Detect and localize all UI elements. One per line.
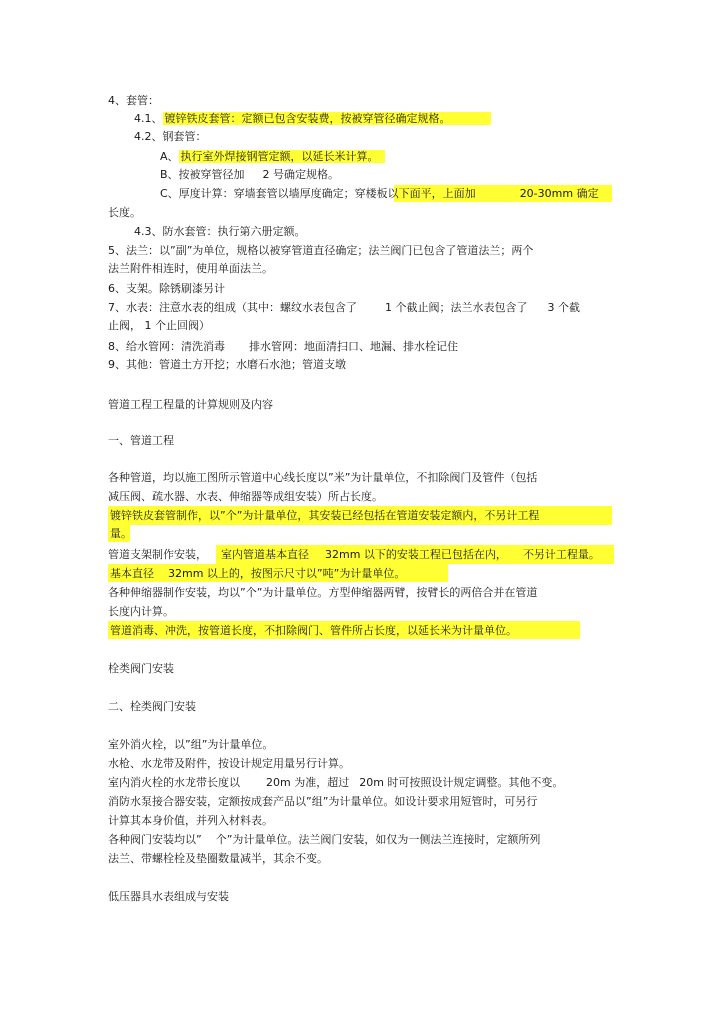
sleeve-a [160, 148, 385, 165]
section-2-l2: 水枪、水龙带及附件，按设计规定用量另行计算。 [108, 757, 350, 770]
sleeve-a-highlight: 执行室外焊接钢管定额，以延长米计算。 [179, 150, 385, 163]
network-water-supply: 8、给水管网：清洗消毒 [108, 340, 225, 353]
section-2-l5b: 个”为计量单位。法兰阀门安装，如仅为一侧法兰连接时，定额所列 [215, 833, 541, 846]
section-2-l4b: 计算其本身价值，并列入材料表。 [108, 814, 273, 827]
sleeve-heading: 4、套管： [108, 94, 159, 107]
section-1-p4b: 长度内计算。 [108, 605, 174, 618]
section-1-p1b: 减压阀、疏水器、水表、伸缩器等成组安装）所占长度。 [108, 490, 383, 503]
rules-title: 管道工程工程量的计算规则及内容 [108, 398, 273, 411]
flange-line-2: 法兰附件相连时，使用单面法兰。 [108, 262, 273, 275]
section-1-p3f: 32mm 以上的，按图示尺寸以”吨”为计量单位。 [168, 567, 406, 580]
sleeve-c-cont: 长度。 [108, 206, 141, 219]
sleeve-4-1-prefix: 4.1、 [134, 112, 163, 125]
section-2-l3 [108, 774, 563, 791]
meter-line-2: 止阀， 1 个止回阀） [108, 319, 210, 332]
section-1-p5: 管道消毒、冲洗，按管道长度，不扣除阀门、管件所占长度，以延长米为计量单位。 [110, 624, 517, 637]
sleeve-a-label: A、 [160, 150, 179, 163]
sleeve-b [160, 166, 339, 183]
last-title: 低压器具水表组成与安装 [108, 890, 229, 903]
meter-line-1-part3: 3 个截 [547, 301, 580, 314]
other-line: 9、其他：管道土方开挖；水磨石水池；管道支墩 [108, 358, 346, 371]
section-1-p4a: 各种伸缩器制作安装，均以”个”为计量单位。方型伸缩器两臂，按臂长的两倍合并在管道 [108, 586, 538, 599]
section-1-p3e: 基本直径 [110, 567, 154, 580]
sleeve-4-1-highlight: 镀锌铁皮套管：定额已包含安装费，按被穿管径确定规格。 [163, 112, 491, 125]
meter-line-1-part2: 1 个截止阀；法兰水表包含了 [385, 301, 528, 314]
flange-line-1: 5、法兰：以”副”为单位，规格以被穿管道直径确定；法兰阀门已包含了管道法兰；两个 [108, 244, 534, 257]
section-2-l5c: 法兰、带螺栓栓及垫圈数量减半，其余不变。 [108, 852, 328, 865]
section-2-l5a: 各种阀门安装均以” [108, 833, 202, 846]
sleeve-4-2: 4.2、钢套管： [134, 130, 207, 143]
sleeve-c [160, 185, 599, 202]
sleeve-4-1 [134, 110, 491, 127]
section-1-p3-line2 [110, 565, 405, 582]
section-1-p3a: 管道支架制作安装， [108, 548, 207, 561]
section-2-l4a: 消防水泵接合器安装，定额按成套产品以”组”为计量单位。如设计要求用短管时，可另行 [108, 795, 538, 808]
section-2-l3a: 室内消火栓的水龙带长度以 [108, 776, 240, 789]
section-2-heading: 二、栓类阀门安装 [108, 700, 196, 713]
section-1-p3c: 32mm 以下的安装工程已包括在内， [325, 548, 507, 561]
section-1-heading: 一、管道工程 [108, 434, 174, 447]
section-2-l1: 室外消火栓，以”组”为计量单位。 [108, 738, 274, 751]
meter-line-1 [108, 299, 580, 316]
section-1-p3b: 室内管道基本直径 [221, 548, 309, 561]
network-drainage: 排水管网：地面清扫口、地漏、排水栓记住 [249, 340, 458, 353]
section-1-p2a: 镀锌铁皮套管制作，以”个”为计量单位，其安装已经包括在管道安装定额内，不另计工程 [110, 509, 540, 522]
hydrant-title: 栓类阀门安装 [108, 662, 174, 675]
section-1-p1a: 各种管道，均以施工图所示管道中心线长度以”米”为计量单位，不扣除阀门及管件（包括 [108, 471, 538, 484]
support-line: 6、支架。除锈刷漆另计 [108, 282, 225, 295]
network-line [108, 338, 458, 355]
section-1-p3-line1 [108, 546, 600, 563]
sleeve-c-part2: 20-30mm 确定 [519, 187, 599, 200]
section-2-l5 [108, 831, 540, 848]
section-2-l3b: 20m 为准，超过 [266, 776, 350, 789]
sleeve-b-part2: 2 号确定规格。 [262, 168, 340, 181]
sleeve-4-3: 4.3、防水套管：执行第六册定额。 [134, 225, 306, 238]
meter-line-1-part1: 7、水表：注意水表的组成（其中：螺纹水表包含了 [108, 301, 357, 314]
sleeve-c-part1: C、厚度计算：穿墙套管以墙厚度确定；穿楼板以下面平，上面加 [160, 187, 476, 200]
section-1-p3d: 不另计工程量。 [522, 548, 600, 561]
sleeve-b-part1: B、按被穿管径加 [160, 168, 245, 181]
section-1-p2b: 量。 [110, 527, 132, 540]
section-2-l3c: 20m 时可按照设计规定调整。其他不变。 [359, 776, 564, 789]
